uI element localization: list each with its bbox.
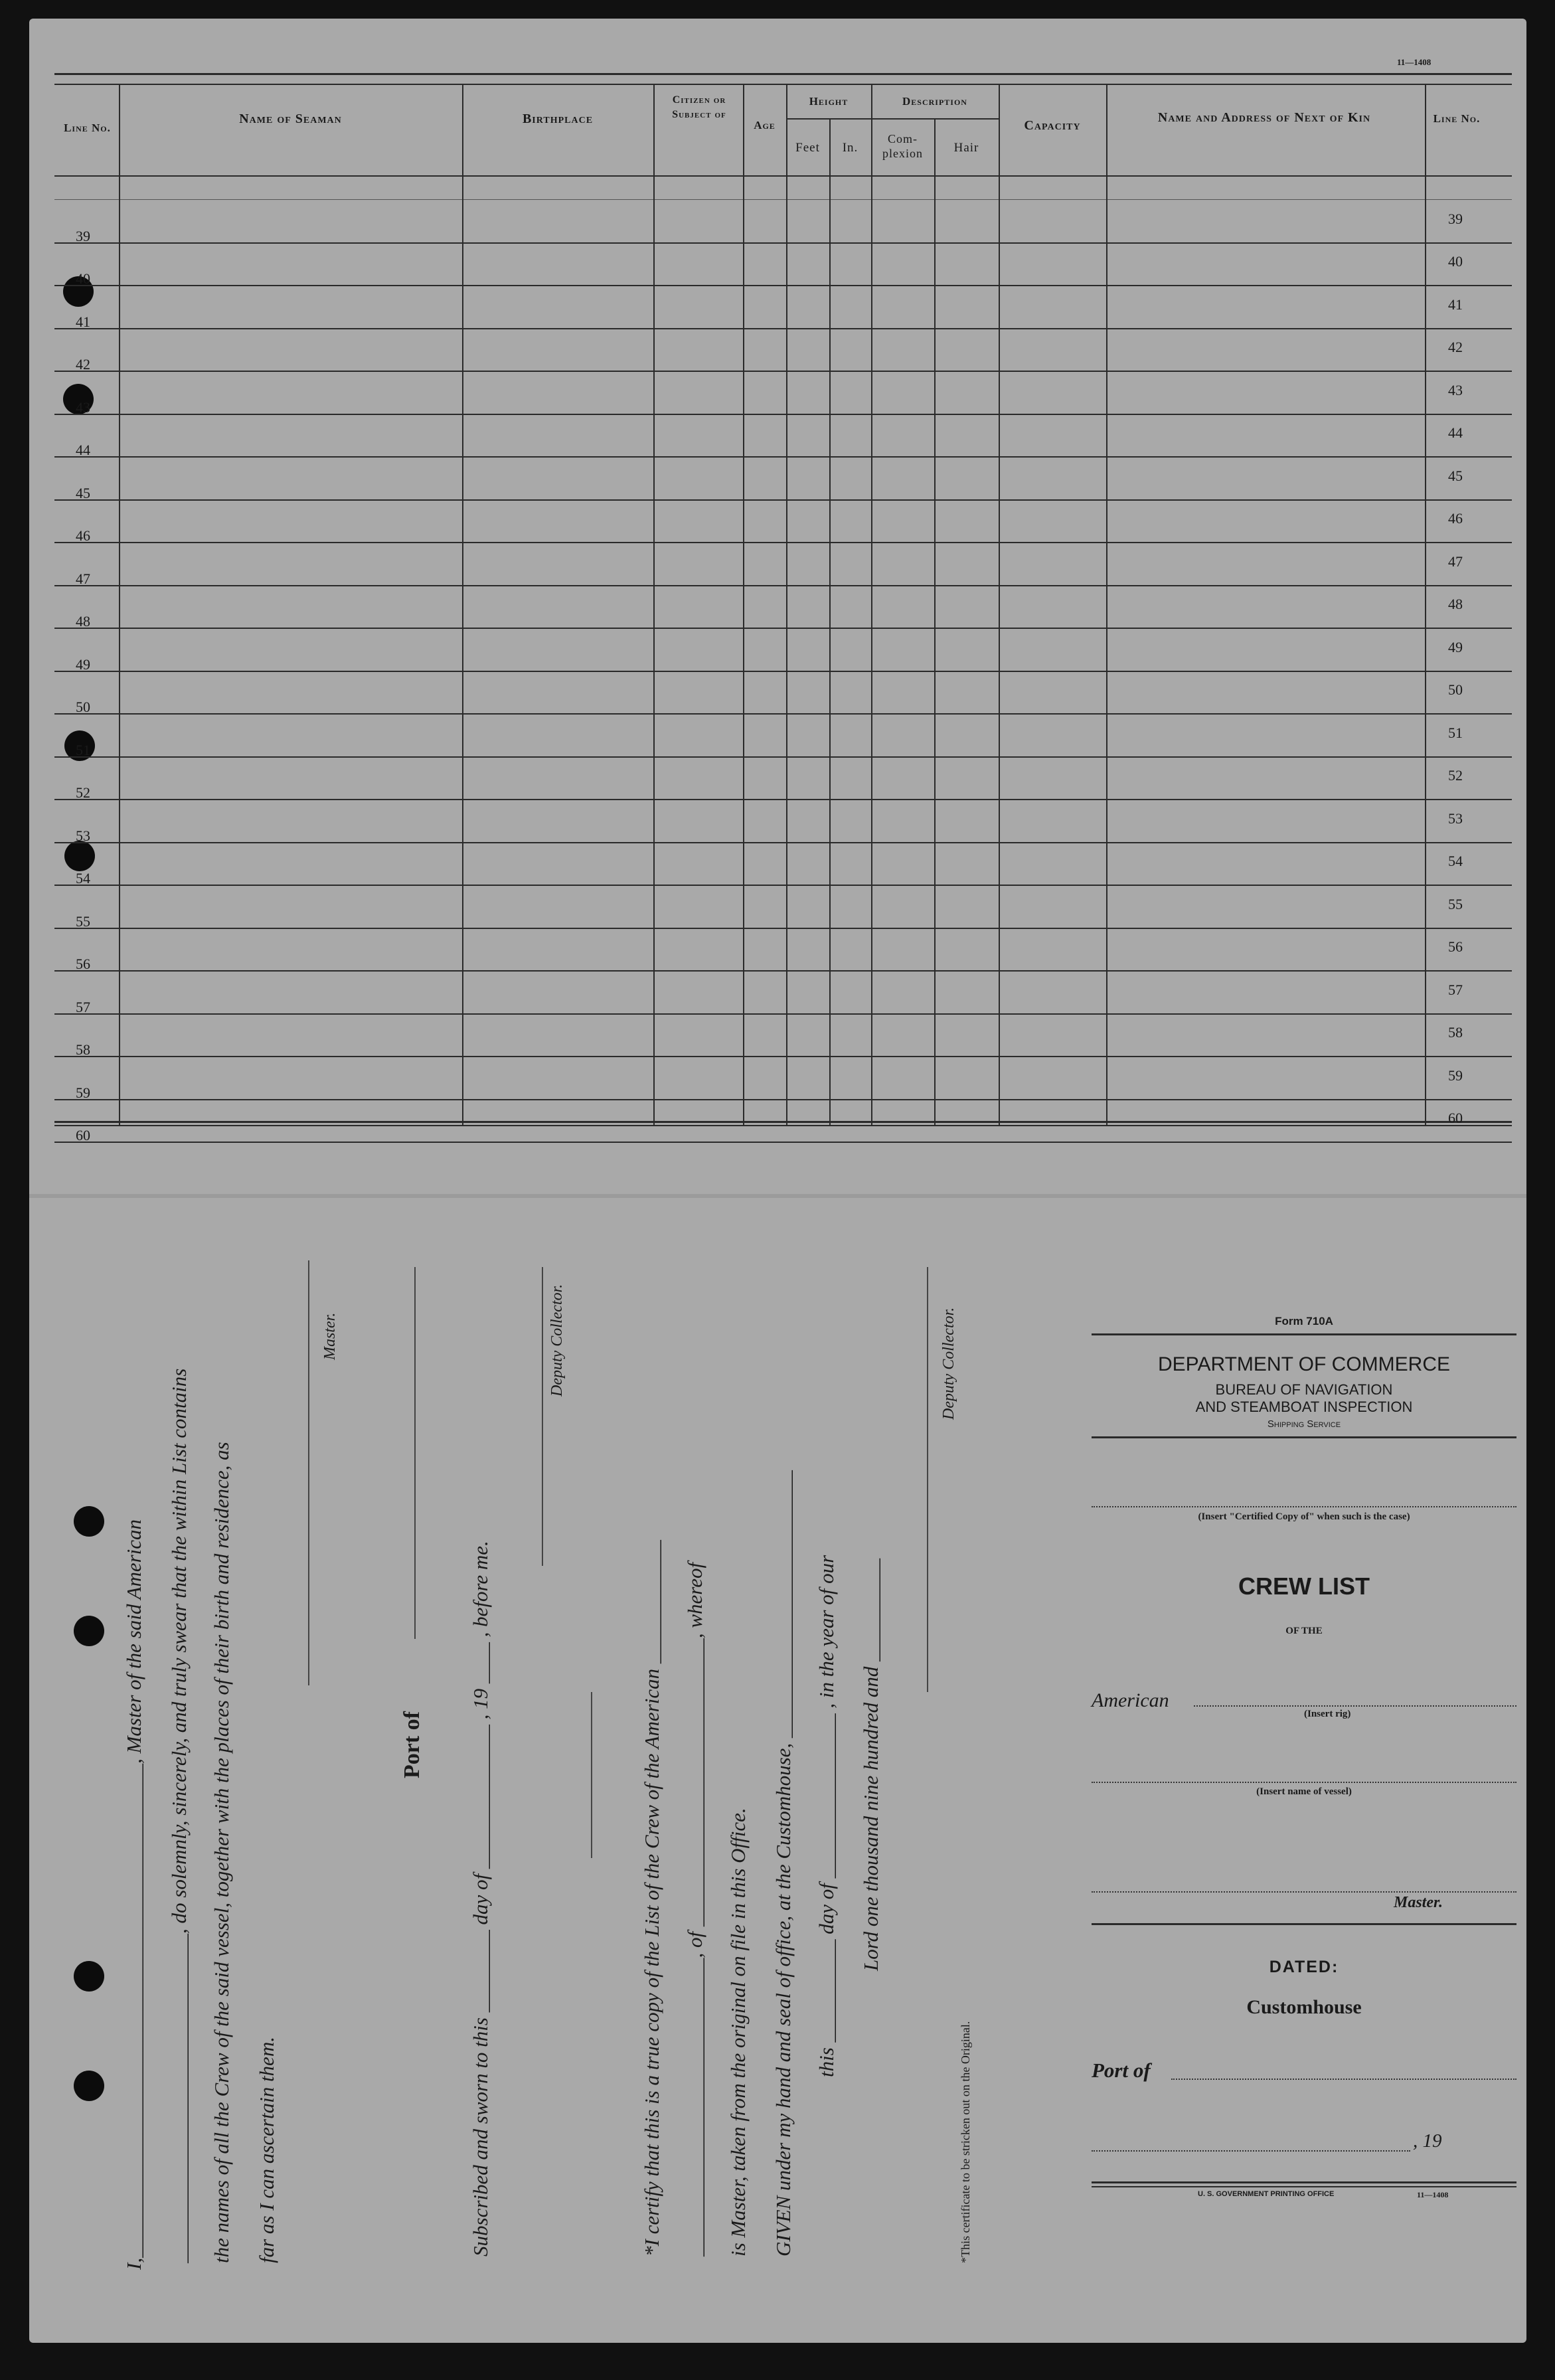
cover-insert-vessel: (Insert name of vessel) xyxy=(1256,1786,1352,1797)
line-number-left: 49 xyxy=(76,656,90,673)
table-row xyxy=(54,542,1512,543)
oath-port-of: Port of xyxy=(400,1711,424,1778)
table-row xyxy=(54,885,1512,886)
certify-lord-line: Lord one thousand nine hundred and __________ xyxy=(859,1558,882,1971)
line-number-right: 41 xyxy=(1448,296,1463,313)
line-number-left: 51 xyxy=(76,742,90,758)
table-row xyxy=(54,585,1512,586)
header-capacity: Capacity xyxy=(1024,118,1081,133)
punch-hole xyxy=(74,1961,104,1992)
certify-deputy-collector: Deputy Collector. xyxy=(940,1307,957,1420)
oath-subscribed-line: Subscribed and sworn to this ________ day of ______________ , 19 ____ , before me. xyxy=(469,1541,492,2256)
certify-given: GIVEN under my hand and seal of office, at the Customhouse, __________________________ xyxy=(772,1470,795,2256)
table-row xyxy=(54,1013,1512,1015)
table-row xyxy=(54,242,1512,244)
table-row xyxy=(54,414,1512,415)
line-number-left: 59 xyxy=(76,1084,90,1101)
cover-of-the: OF THE xyxy=(1285,1626,1323,1636)
cover-insert-certified: (Insert "Certified Copy of" when such is the case) xyxy=(1198,1511,1410,1522)
line-number-right: 46 xyxy=(1448,510,1463,527)
cover-service: Shipping Service xyxy=(1267,1418,1341,1430)
table-row xyxy=(54,1099,1512,1100)
oath-line-1: I,________________________________________________, Master of the said American xyxy=(122,1519,145,2270)
crew-list-form xyxy=(29,19,1526,2343)
line-number-left: 45 xyxy=(76,485,90,501)
line-number-right: 50 xyxy=(1448,681,1463,698)
line-number-right: 53 xyxy=(1448,810,1463,827)
line-number-right: 58 xyxy=(1448,1024,1463,1041)
line-number-left: 58 xyxy=(76,1041,90,1058)
table-row xyxy=(54,756,1512,758)
header-line-no: Line No. xyxy=(64,122,111,134)
table-row xyxy=(54,1142,1512,1143)
header-inches: In. xyxy=(842,141,859,155)
line-number-right: 39 xyxy=(1448,211,1463,227)
line-number-right: 43 xyxy=(1448,382,1463,398)
line-number-right: 48 xyxy=(1448,596,1463,612)
cover-dated: DATED: xyxy=(1269,1958,1339,1976)
line-number-right: 55 xyxy=(1448,896,1463,912)
oath-deputy-collector: Deputy Collector. xyxy=(548,1284,566,1397)
oath-line-2: ________________________________, do solemnly, sincerely, and truly swear that the within List contains xyxy=(167,1368,191,2263)
line-number-left: 53 xyxy=(76,827,90,844)
header-name-of-seaman: Name of Seaman xyxy=(239,112,342,126)
cover-customhouse: Customhouse xyxy=(1246,1996,1362,2018)
cover-port-of: Port of xyxy=(1092,2059,1151,2082)
certificate-footnote: *This certificate to be stricken out on the Original. xyxy=(959,2021,972,2263)
form-code-top: 11—1408 xyxy=(1397,57,1432,67)
certify-this-line: this __________ day of ________________ , in the year of our xyxy=(815,1555,838,2077)
header-height: Height xyxy=(809,95,849,108)
table-row xyxy=(54,628,1512,629)
line-number-left: 41 xyxy=(76,313,90,330)
header-age: Age xyxy=(754,119,776,131)
table-row xyxy=(54,842,1512,843)
line-number-right: 52 xyxy=(1448,767,1463,784)
cover-master: Master. xyxy=(1394,1894,1443,1911)
line-number-right: 56 xyxy=(1448,938,1463,955)
table-row xyxy=(54,671,1512,672)
table-row xyxy=(54,328,1512,329)
cover-insert-rig: (Insert rig) xyxy=(1304,1709,1351,1719)
table-row xyxy=(54,285,1512,286)
line-number-left: 52 xyxy=(76,784,90,801)
certify-line: *I certify that this is a true copy of the List of the Crew of the American ____________ xyxy=(640,1540,663,2256)
line-number-left: 54 xyxy=(76,870,90,887)
line-number-right: 60 xyxy=(1448,1110,1463,1126)
header-next-of-kin: Name and Address of Next of Kin xyxy=(1157,110,1371,125)
line-number-right: 51 xyxy=(1448,724,1463,741)
header-complexion: Com-plexion xyxy=(882,132,923,160)
punch-hole xyxy=(74,1506,104,1537)
oath-line-3: the names of all the Crew of the said vessel, together with the places of their birth and residence, as xyxy=(210,1442,233,2263)
line-number-right: 49 xyxy=(1448,639,1463,655)
line-number-left: 46 xyxy=(76,527,90,544)
punch-hole xyxy=(74,1616,104,1646)
line-number-right: 40 xyxy=(1448,253,1463,270)
line-number-left: 56 xyxy=(76,956,90,972)
table-row xyxy=(54,1056,1512,1057)
table-row xyxy=(54,928,1512,929)
line-number-left: 40 xyxy=(76,270,90,287)
cover-printer: U. S. GOVERNMENT PRINTING OFFICE xyxy=(1198,2190,1335,2198)
table-row xyxy=(54,456,1512,458)
line-number-right: 47 xyxy=(1448,553,1463,570)
form-code-bottom: 11—1408 xyxy=(1417,2190,1449,2199)
certify-of-line: _____________________________, of ____________________________, whereof xyxy=(683,1562,706,2256)
line-number-left: 43 xyxy=(76,399,90,416)
header-hair: Hair xyxy=(953,141,979,155)
header-birthplace: Birthplace xyxy=(522,112,594,126)
line-number-left: 47 xyxy=(76,570,90,587)
cover-year-19: , 19 xyxy=(1413,2130,1442,2152)
line-number-right: 44 xyxy=(1448,424,1463,441)
line-number-right: 57 xyxy=(1448,981,1463,998)
cover-department: DEPARTMENT OF COMMERCE xyxy=(1157,1353,1451,1375)
oath-master-label: Master. xyxy=(321,1312,339,1360)
cover-form-number: Form 710A xyxy=(1275,1315,1333,1327)
line-number-left: 55 xyxy=(76,913,90,930)
table-row xyxy=(54,499,1512,501)
line-number-left: 60 xyxy=(76,1127,90,1144)
table-row xyxy=(54,970,1512,972)
cover-bureau-2: AND STEAMBOAT INSPECTION xyxy=(1195,1399,1413,1415)
header-feet: Feet xyxy=(795,141,820,155)
punch-hole xyxy=(74,2071,104,2101)
line-number-left: 42 xyxy=(76,356,90,373)
certify-is-master: is Master, taken from the original on file in this Office. xyxy=(726,1808,750,2256)
line-number-right: 54 xyxy=(1448,853,1463,869)
line-number-right: 45 xyxy=(1448,468,1463,484)
line-number-left: 44 xyxy=(76,442,90,458)
line-number-left: 50 xyxy=(76,699,90,715)
line-number-left: 48 xyxy=(76,613,90,630)
cover-american: American xyxy=(1092,1689,1169,1711)
punch-hole xyxy=(64,841,95,871)
cover-bureau-1: BUREAU OF NAVIGATION xyxy=(1215,1381,1393,1398)
header-line-no-right: Line No. xyxy=(1433,112,1481,125)
table-row xyxy=(54,713,1512,715)
table-row xyxy=(54,799,1512,800)
cover-title: CREW LIST xyxy=(1238,1572,1370,1600)
oath-line-4: far as I can ascertain them. xyxy=(255,2037,278,2263)
line-number-left: 39 xyxy=(76,228,90,244)
line-number-right: 59 xyxy=(1448,1067,1463,1084)
header-citizen: Citizen or Subject of xyxy=(672,94,726,120)
line-number-left: 57 xyxy=(76,999,90,1015)
header-description: Description xyxy=(902,95,967,108)
line-number-right: 42 xyxy=(1448,339,1463,355)
table-row xyxy=(54,371,1512,372)
